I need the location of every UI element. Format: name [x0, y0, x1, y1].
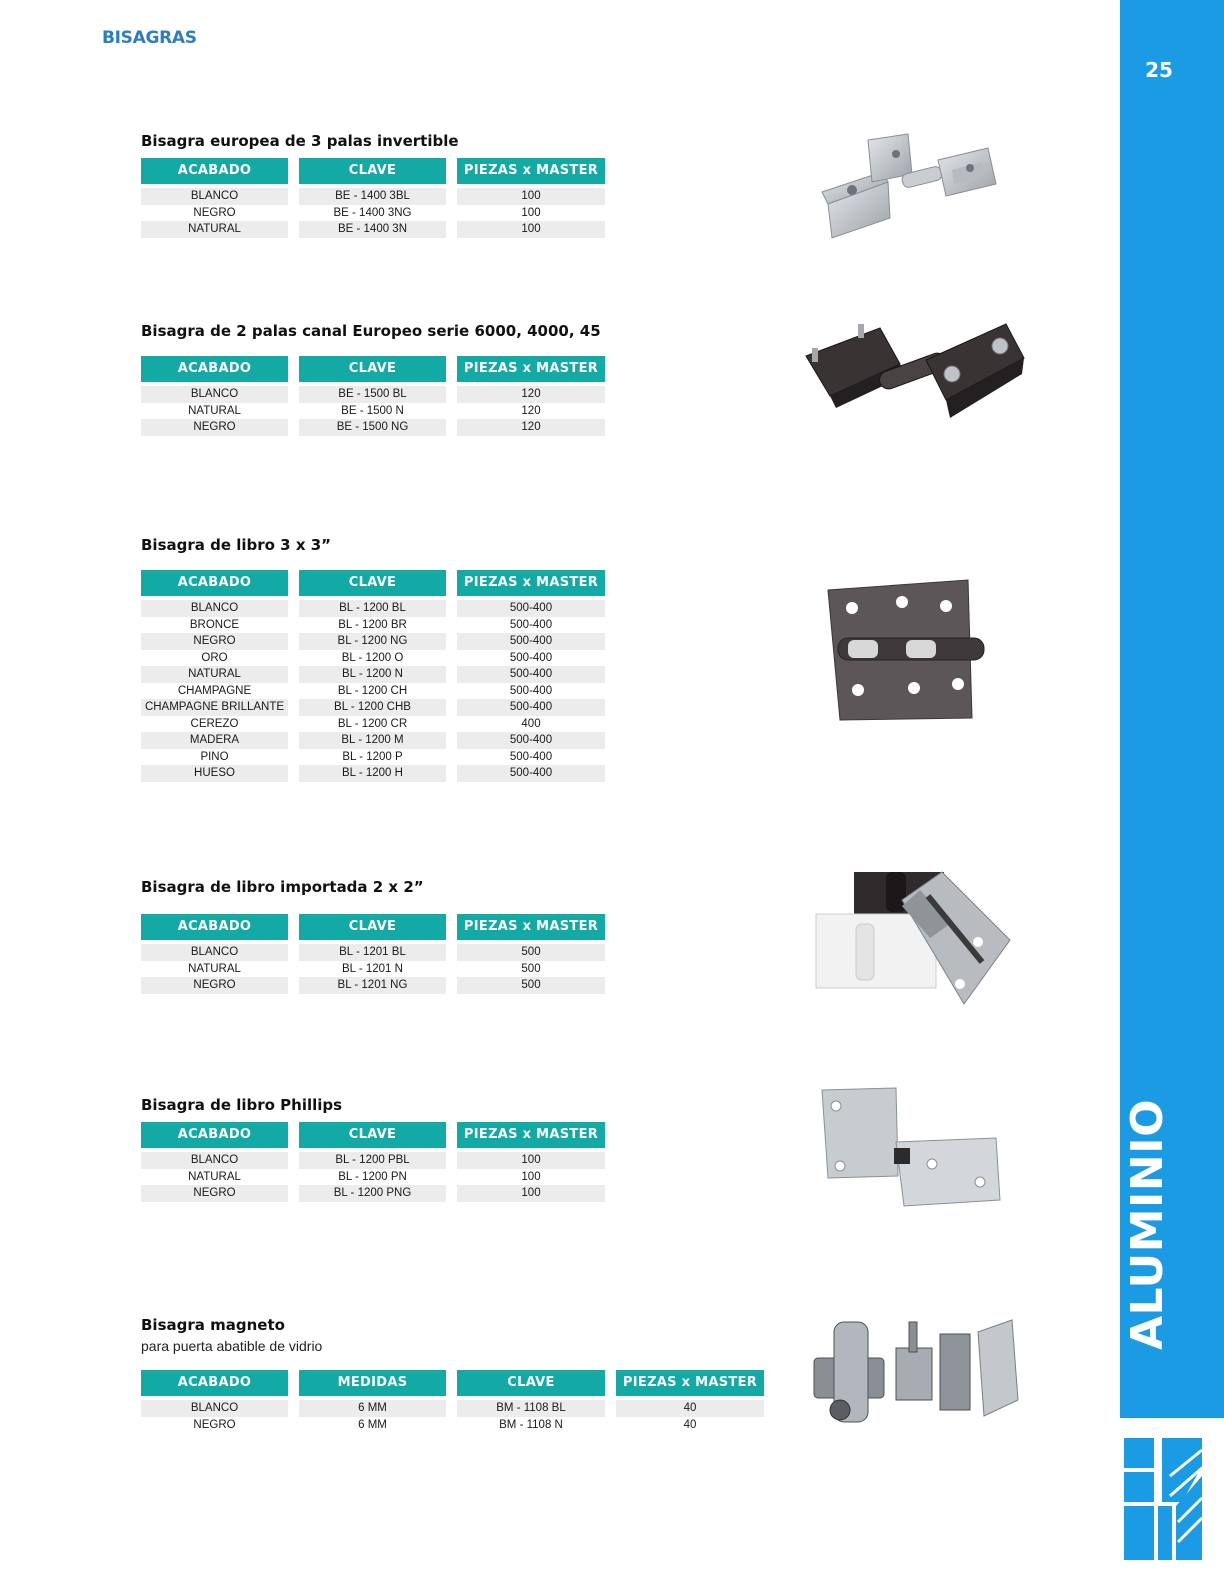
table-cell: BLANCO [141, 1152, 288, 1169]
table-cell: CHAMPAGNE BRILLANTE [141, 699, 288, 716]
table-cell: BLANCO [141, 386, 288, 403]
table-cell: 6 MM [299, 1417, 446, 1434]
side-label: ALUMINIO [1122, 1098, 1173, 1350]
table-cell: 120 [457, 403, 605, 420]
table-row [141, 765, 605, 782]
col-acabado: ACABADO [141, 158, 288, 184]
table-row [141, 1185, 605, 1202]
table-row [141, 1417, 764, 1434]
table-cell: NATURAL [141, 221, 288, 238]
table-row [141, 205, 605, 222]
table-cell: BL - 1201 N [299, 961, 446, 978]
table-cell: 500-400 [457, 699, 605, 716]
table-cell: 6 MM [299, 1400, 446, 1417]
table-cell: BL - 1200 CH [299, 683, 446, 700]
table-cell: BM - 1108 BL [457, 1400, 605, 1417]
brand-logo [1122, 1436, 1204, 1562]
table-row [141, 650, 605, 667]
table-cell: BE - 1400 3N [299, 221, 446, 238]
table-cell: 500-400 [457, 666, 605, 683]
section-title: Bisagra de 2 palas canal Europeo serie 6000, 4000, 45 [141, 322, 601, 340]
table-cell: PINO [141, 749, 288, 766]
col-clave: CLAVE [299, 570, 446, 596]
table-cell: 100 [457, 205, 605, 222]
col-clave: CLAVE [457, 1370, 605, 1396]
table-row [141, 1169, 605, 1186]
table-cell: BM - 1108 N [457, 1417, 605, 1434]
table-row [141, 633, 605, 650]
page-number: 25 [1145, 58, 1173, 82]
col-clave: CLAVE [299, 158, 446, 184]
table-cell: BL - 1200 O [299, 650, 446, 667]
col-acabado: ACABADO [141, 570, 288, 596]
product-image-libro-3x3 [822, 578, 1002, 724]
col-acabado: ACABADO [141, 356, 288, 382]
table-cell: 500 [457, 944, 605, 961]
table-row [141, 732, 605, 749]
col-piezas: PIEZAS x MASTER [616, 1370, 764, 1396]
table-cell: BL - 1200 BR [299, 617, 446, 634]
table-cell: NEGRO [141, 1185, 288, 1202]
table-cell: BE - 1500 N [299, 403, 446, 420]
table-cell: 120 [457, 419, 605, 436]
product-image-europea-3-palas [812, 130, 1012, 245]
table-cell: 500-400 [457, 650, 605, 667]
table-cell: BL - 1201 BL [299, 944, 446, 961]
table-cell: 100 [457, 1169, 605, 1186]
col-acabado: ACABADO [141, 914, 288, 940]
table-cell: CHAMPAGNE [141, 683, 288, 700]
section-title: Bisagra de libro Phillips [141, 1096, 343, 1114]
product-image-libro-importada [810, 866, 1014, 1006]
table-row [141, 683, 605, 700]
table-cell: NEGRO [141, 977, 288, 994]
table-row [141, 977, 605, 994]
table-cell: NATURAL [141, 666, 288, 683]
col-clave: CLAVE [299, 356, 446, 382]
table-row [141, 617, 605, 634]
table-cell: BE - 1500 BL [299, 386, 446, 403]
section-title: Bisagra magneto [141, 1316, 285, 1334]
col-medidas: MEDIDAS [299, 1370, 446, 1396]
table-cell: BLANCO [141, 600, 288, 617]
table-cell: ORO [141, 650, 288, 667]
table-cell: 500 [457, 961, 605, 978]
table-row [141, 1400, 764, 1417]
table-cell: 500-400 [457, 683, 605, 700]
table-cell: 500-400 [457, 732, 605, 749]
section-subtitle: para puerta abatible de vidrio [141, 1338, 323, 1354]
table-cell: HUESO [141, 765, 288, 782]
table-cell: 100 [457, 1185, 605, 1202]
table-cell: 500 [457, 977, 605, 994]
section-bisagra-libro-phillips [141, 1096, 599, 1199]
table-row [141, 666, 605, 683]
table-cell: NEGRO [141, 205, 288, 222]
product-table [141, 570, 605, 782]
col-piezas: PIEZAS x MASTER [457, 914, 605, 940]
section-bisagra-libro-3x3 [141, 536, 599, 779]
table-row [141, 716, 605, 733]
table-cell: BLANCO [141, 1400, 288, 1417]
table-cell: 120 [457, 386, 605, 403]
table-cell: 100 [457, 1152, 605, 1169]
table-cell: BL - 1200 M [299, 732, 446, 749]
table-cell: BLANCO [141, 944, 288, 961]
table-cell: BL - 1200 CHB [299, 699, 446, 716]
table-cell: 40 [616, 1400, 764, 1417]
table-cell: MADERA [141, 732, 288, 749]
col-piezas: PIEZAS x MASTER [457, 570, 605, 596]
section-bisagra-2-palas [141, 322, 601, 433]
col-acabado: ACABADO [141, 1370, 288, 1396]
table-row [141, 188, 605, 205]
table-cell: NATURAL [141, 1169, 288, 1186]
table-cell: NATURAL [141, 961, 288, 978]
table-cell: 500-400 [457, 749, 605, 766]
table-cell: NATURAL [141, 403, 288, 420]
product-table [141, 158, 605, 238]
table-cell: CEREZO [141, 716, 288, 733]
table-row [141, 961, 605, 978]
col-clave: CLAVE [299, 914, 446, 940]
col-piezas: PIEZAS x MASTER [457, 356, 605, 382]
table-row [141, 386, 605, 403]
table-row [141, 699, 605, 716]
section-title: Bisagra de libro importada 2 x 2” [141, 878, 424, 896]
table-cell: NEGRO [141, 1417, 288, 1434]
table-cell: 40 [616, 1417, 764, 1434]
col-acabado: ACABADO [141, 1122, 288, 1148]
product-table [141, 914, 605, 994]
table-cell: NEGRO [141, 419, 288, 436]
product-table [141, 356, 605, 436]
table-cell: 400 [457, 716, 605, 733]
product-table [141, 1370, 764, 1433]
table-cell: BL - 1200 PBL [299, 1152, 446, 1169]
table-cell: BE - 1400 3BL [299, 188, 446, 205]
table-cell: BL - 1200 H [299, 765, 446, 782]
section-title: Bisagra europea de 3 palas invertible [141, 132, 459, 150]
table-cell: BRONCE [141, 617, 288, 634]
header-title: BISAGRAS [102, 28, 197, 48]
table-cell: 500-400 [457, 617, 605, 634]
table-cell: BL - 1200 PNG [299, 1185, 446, 1202]
table-cell: 500-400 [457, 600, 605, 617]
table-cell: BLANCO [141, 188, 288, 205]
table-row [141, 749, 605, 766]
table-cell: BL - 1200 CR [299, 716, 446, 733]
col-clave: CLAVE [299, 1122, 446, 1148]
table-row [141, 944, 605, 961]
table-cell: BL - 1200 P [299, 749, 446, 766]
side-bar [1120, 0, 1224, 1418]
section-bisagra-libro-importada [141, 878, 599, 991]
table-cell: 500-400 [457, 765, 605, 782]
product-image-libro-phillips [820, 1086, 1004, 1210]
section-bisagra-magneto [141, 1316, 758, 1431]
table-row [141, 403, 605, 420]
table-cell: BL - 1201 NG [299, 977, 446, 994]
section-bisagra-europea-3-palas [141, 132, 599, 235]
col-piezas: PIEZAS x MASTER [457, 1122, 605, 1148]
table-row [141, 221, 605, 238]
table-cell: BL - 1200 N [299, 666, 446, 683]
table-cell: NEGRO [141, 633, 288, 650]
table-cell: BL - 1200 BL [299, 600, 446, 617]
product-image-magneto [806, 1318, 1036, 1430]
table-cell: BE - 1500 NG [299, 419, 446, 436]
table-cell: 500-400 [457, 633, 605, 650]
table-cell: 100 [457, 188, 605, 205]
table-cell: BE - 1400 3NG [299, 205, 446, 222]
col-piezas: PIEZAS x MASTER [457, 158, 605, 184]
table-row [141, 600, 605, 617]
table-cell: BL - 1200 NG [299, 633, 446, 650]
table-cell: 100 [457, 221, 605, 238]
table-row [141, 1152, 605, 1169]
section-title: Bisagra de libro 3 x 3” [141, 536, 332, 554]
product-image-2-palas-canal [800, 318, 1028, 426]
table-row [141, 419, 605, 436]
table-cell: BL - 1200 PN [299, 1169, 446, 1186]
product-table [141, 1122, 605, 1202]
